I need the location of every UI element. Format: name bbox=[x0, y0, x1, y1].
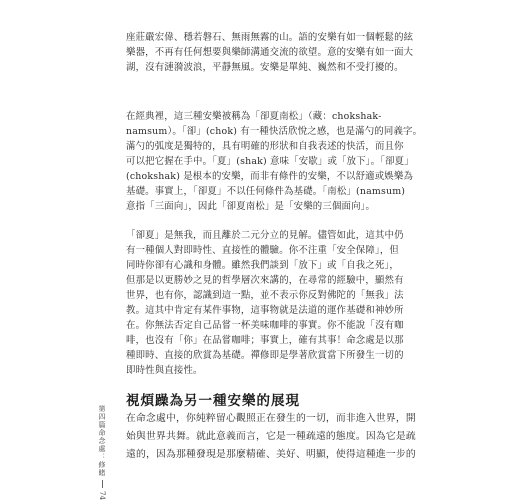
text-line: (chokshak) 是根本的安樂，而非有條件的安樂，不以舒適或娛樂為 bbox=[126, 171, 414, 182]
text-line: 啡，也沒有「你」在品嘗咖啡；事實上，確有其事！命念處是以那 bbox=[126, 335, 404, 346]
text-line: 湖，沒有漣漪波浪，平靜無風。安樂是單純、巍然和不受打擾的。 bbox=[126, 62, 404, 73]
chapter-title: 命念處：修睹 bbox=[98, 429, 106, 477]
sidebar-divider bbox=[102, 480, 103, 488]
text-line: namsum）。「卻」(chok) 有一種快活欣悅之感，也是滿勺的同義字。 bbox=[126, 126, 423, 137]
chapter-label: 第四篇 bbox=[98, 405, 106, 429]
text-line: 基礎。事實上，「卻夏」不以任何條件為基礎。「南松」(namsum) bbox=[126, 186, 406, 197]
text-line: 同時你卻有心識和身體。雖然我們談到「放下」或「自我之死」， bbox=[126, 260, 399, 271]
text-line: 即時性與直接性。 bbox=[126, 365, 203, 376]
text-line: 遠的，因為那種發現是那麼精確、美好、明顯，使得這種進一步的 bbox=[126, 449, 416, 460]
page-number: 74 bbox=[98, 491, 106, 500]
text-line: 可以把它握在手中。「夏」(shak) 意味「安歇」或「放下」。「卻夏」 bbox=[126, 156, 414, 167]
text-line: 在。你無法否定自己品嘗一杯美味咖啡的事實。你不能說「沒有咖 bbox=[126, 320, 404, 331]
section-paragraph bbox=[126, 410, 414, 464]
text-line: 在經典裡，這三種安樂被稱為「卻夏南松」（藏：chokshak- bbox=[126, 111, 382, 122]
text-line: 種即時、直接的欣賞為基礎。禪修即是學著欣賞當下所發生一切的 bbox=[126, 350, 404, 361]
text-line: 樂器，不再有任何想要與樂師溝通交流的欲望。意的安樂有如一面大 bbox=[126, 47, 414, 58]
text-line: 但那是以更勝妙之見的哲學層次來講的，在尋常的經驗中，顯然有 bbox=[126, 275, 404, 286]
text-line: 始與世界共舞。就此意義而言，它是一種疏遠的態度。因為它是疏 bbox=[126, 431, 416, 442]
text-line: 在命念處中，你純粹留心觀照正在發生的一切，而非進入世界，開 bbox=[126, 413, 416, 424]
text-line: 教。這其中肯定有某件事物，這事物就是法道的運作基礎和神妙所 bbox=[126, 305, 404, 316]
text-line: 世界，也有你，認識到這一點，並不表示你反對佛陀的「無我」法 bbox=[126, 290, 404, 301]
running-sidebar bbox=[95, 405, 109, 500]
section-heading: 視煩躁為另一種安樂的展現 bbox=[126, 393, 300, 409]
text-line: 有一種個人對即時性、直接性的體驗。你不注重「安全保障」，但 bbox=[126, 245, 399, 256]
top-paragraph bbox=[126, 30, 414, 75]
paragraph-1 bbox=[126, 30, 414, 75]
paragraph-3 bbox=[126, 228, 414, 378]
paragraph-2 bbox=[126, 109, 423, 214]
text-line: 座莊嚴宏偉、穩若磐石、無雨無霧的山。語的安樂有如一個輕鬆的絃 bbox=[126, 32, 414, 43]
text-line: 意指「三面向」，因此「卻夏南松」是「安樂的三個面向」。 bbox=[126, 201, 376, 212]
text-line: 滿勺的弧度是獨特的，具有明確的形狀和自我表述的快活，而且你 bbox=[126, 141, 404, 152]
text-line: 「卻夏」是無我，而且離於二元分立的見解。儘管如此，這其中仍 bbox=[126, 230, 404, 241]
